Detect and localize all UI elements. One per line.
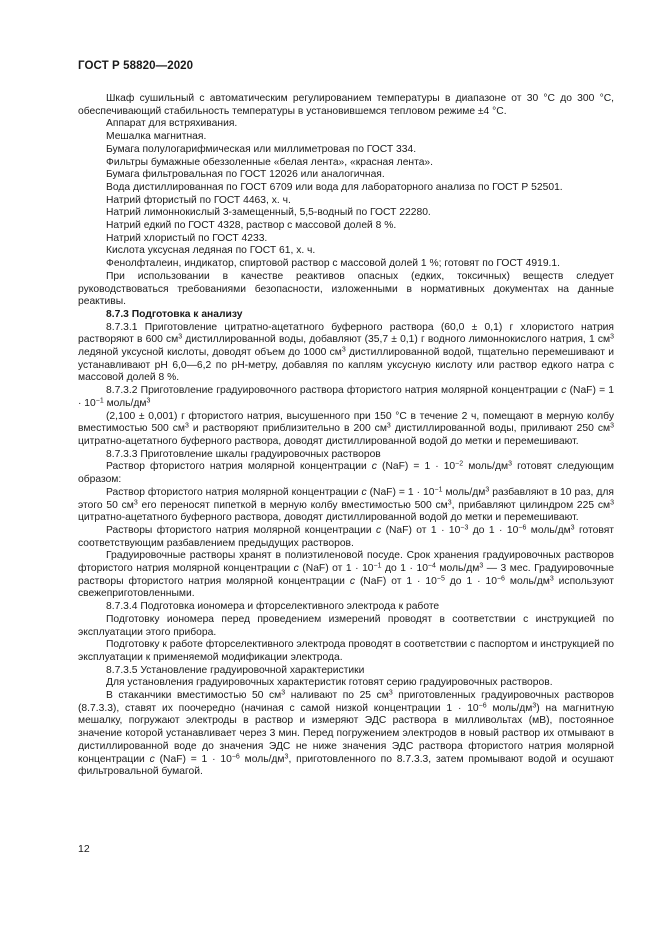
paragraph: Градуировочные растворы хранят в полиэтиленовой посуде. Срок хранения градуировочных растворов фтористого натрия молярной концентрации c (NaF) от $1 \cdot 10^{-1}$ до $1 \cdot 10^{-4}$ моль/$дм^3$ — 3 мес. Градуировочные растворы фтористого натрия молярной концентрации c (NaF) от $1 \cdot 10^{-5}$ до $1 \cdot 10^{-6}$ моль/$дм^3$ используют свежеприготовленными. [78, 550, 614, 600]
paragraph: Натрий едкий по ГОСТ 4328, раствор с массовой долей 8 %. [106, 220, 397, 232]
paragraph: Растворы фтористого натрия молярной концентрации c (NaF) от $1 \cdot 10^{-3}$ до $1 \cdot 10^{-6}$ моль/$дм^3$ готовят соответствующим разбавлением предыдущих растворов. [78, 524, 614, 549]
paragraph: Раствор фтористого натрия молярной концентрации c $(NaF) = 1 \cdot 10^{-2}$ моль/$дм^3$ готовят следующим образом: [78, 460, 614, 486]
paragraph: Подготовку к работе фторселективного электрода проводят в соответствии с паспортом и инструкцией по эксплуатации к применяемой модификации электрода. [78, 639, 614, 663]
paragraph: Бумага фильтровальная по ГОСТ 12026 или аналогичная. [106, 169, 385, 181]
paragraph: Вода дистиллированная по ГОСТ 6709 или вода для лабораторного анализа по ГОСТ Р 52501. [106, 181, 563, 193]
document-body [78, 93, 614, 779]
paragraph: Мешалка магнитная. [106, 131, 207, 143]
document-header: ГОСТ Р 58820—2020 [78, 60, 194, 72]
paragraph: 8.7.3.5 Установление градуировочной характеристики [106, 664, 365, 676]
paragraph: Фенолфталеин, индикатор, спиртовой раствор с массовой долей 1 %; готовят по ГОСТ 4919.1. [106, 258, 561, 270]
paragraph: 8.7.3.4 Подготовка иономера и фторселективного электрода к работе [106, 601, 440, 613]
page-number: 12 [78, 843, 90, 855]
paragraph: Для установления градуировочных характеристик готовят серию градуировочных растворов. [106, 677, 553, 689]
paragraph: Натрий лимоннокислый 3-замещенный, 5,5-водный по ГОСТ 22280. [106, 207, 431, 219]
paragraph: В стаканчики вместимостью 50 $см^3$ наливают по 25 $см^3$ приготовленных градуировочных растворов (8.7.3.3), ставят их поочередно (начиная с самой низкой концентрации $1 \cdot 10^{-6}$ моль/$дм^3$) на магнитную мешалку, погружают электроды в раствор и измеряют ЭДС раствора в милливольтах (мВ), постоянное значение которой устанавливает через 3 мин. Перед погружением электродов в новый раствор их отмывают в дистиллированной воде до значения ЭДС не ниже значения ЭДС раствора фтористого натрия молярной концентрации c $(NaF) = 1 \cdot 10^{-6}$ моль/$дм^3$, приготовленного по 8.7.3.3, затем промывают водой и осушают фильтровальной бумагой. [78, 689, 615, 778]
paragraph: Шкаф сушильный с автоматическим регулированием температуры в диапазоне от 30 °C до 300 °C, обеспечивающий стабильность температуры в установившемся тепловом режиме ±4 °C. [78, 93, 614, 117]
section-heading: 8.7.3 Подготовка к анализу [106, 308, 243, 320]
paragraph: Натрий фтористый по ГОСТ 4463, х. ч. [106, 194, 291, 206]
paragraph: 8.7.3.1 Приготовление цитратно-ацетатного буферного раствора (60,0 ± 0,1) г хлористого натрия растворяют в 600 $см^3$ дистиллированной воды, добавляют (35,7 ± 0,1) г водного лимоннокислого натрия, 1 $см^3$ ледяной уксусной кислоты, доводят объем до 1000 $см^3$ дистиллированной водой, тщательно перемешивают и устанавливают рН 6,0—6,2 по рН-метру, добавляя по каплям уксусную кислоту или раствор едкого натра с массовой долей 8 %. [78, 321, 614, 384]
paragraph: При использовании в качестве реактивов опасных (едких, токсичных) веществ следует руководствоваться требованиями безопасности, изложенными в нормативных документах на данные реактивы. [78, 270, 614, 308]
paragraph: Подготовку иономера перед проведением измерений проводят в соответствии с инструкцией по эксплуатации этого прибора. [78, 613, 614, 638]
paragraph: Натрий хлористый по ГОСТ 4233. [106, 232, 268, 244]
paragraph: Кислота уксусная ледяная по ГОСТ 61, х. ч. [106, 245, 316, 257]
paragraph: 8.7.3.2 Приготовление градуировочного раствора фтористого натрия молярной концентрации c $(NaF) = 1 \cdot 10^{-1}$ моль/$дм^3$ [78, 385, 614, 409]
paragraph: Фильтры бумажные обеззоленные «белая лента», «красная лента». [106, 156, 434, 168]
paragraph: Раствор фтористого натрия молярной концентрации c $(NaF) = 1 \cdot 10^{-1}$ моль/$дм^3$ разбавляют в 10 раз, для этого 50 $см^3$ его переносят пипеткой в мерную колбу вместимостью 500 $см^3$, прибавляют цилиндром 225 $см^3$ цитратно-ацетатного буферного раствора, доводят дистиллированной водой до метки и перемешивают. [78, 486, 614, 524]
paragraph: Аппарат для встряхивания. [106, 118, 238, 130]
paragraph: 8.7.3.3 Приготовление шкалы градуировочных растворов [106, 448, 381, 460]
paragraph: (2,100 ± 0,001) г фтористого натрия, высушенного при 150 °C в течение 2 ч, помещают в мерную колбу вместимостью 500 $см^3$ и растворяют приблизительно в 200 $см^3$ дистиллированной воды, приливают 250 $см^3$ цитратно-ацетатного буферного раствора, доводят дистиллированной водой до метки и перемешивают. [78, 410, 614, 447]
paragraph: Бумага полулогарифмическая или миллиметровая по ГОСТ 334. [106, 143, 417, 155]
